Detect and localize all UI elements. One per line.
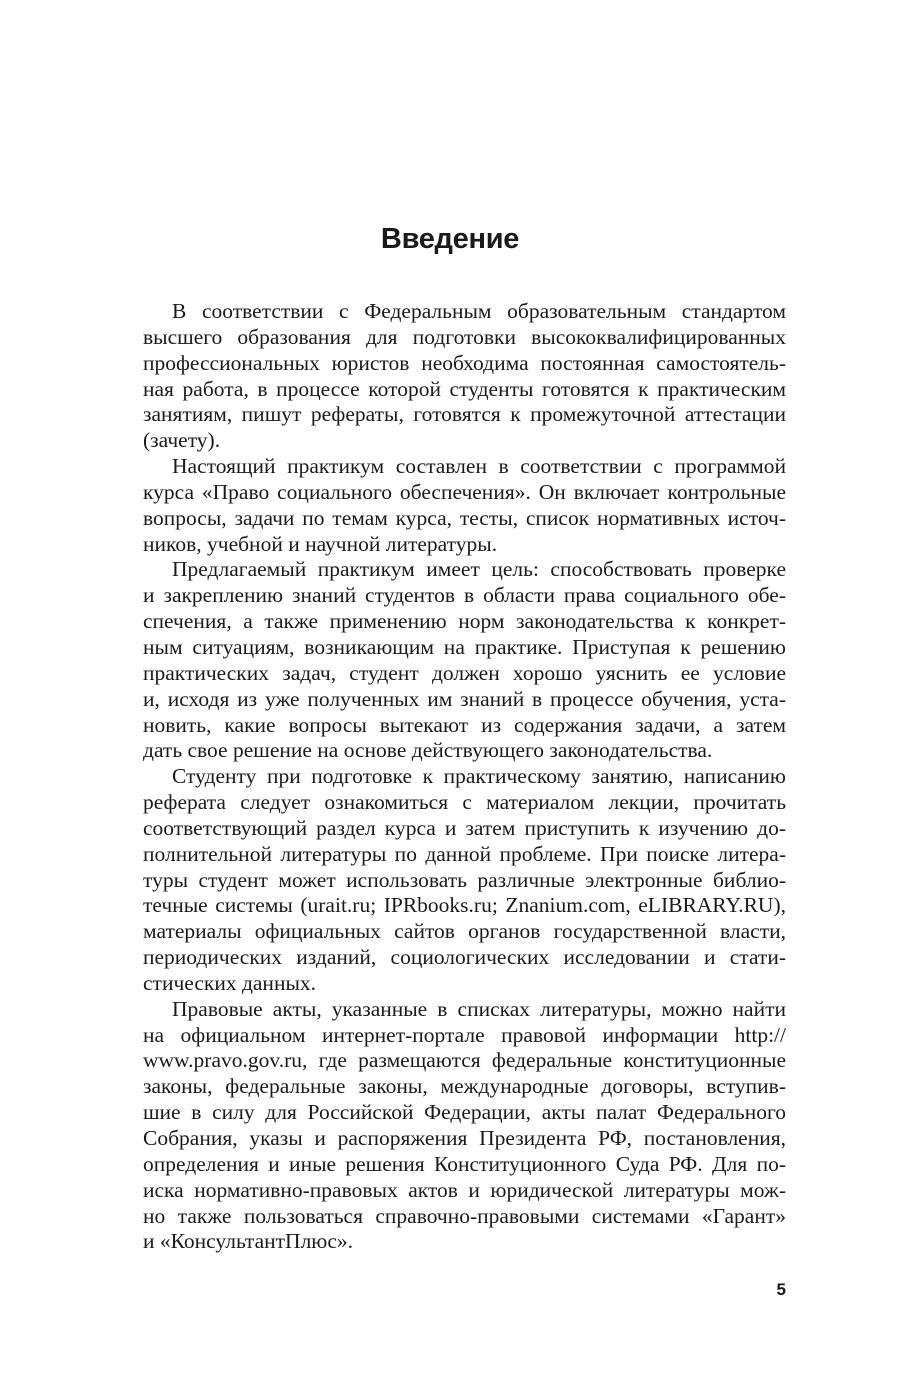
text-line: ным ситуациям, возникающим на практике. Приступая к решению [143,634,786,659]
text-line: соответствующий раздел курса и затем приступить к изучению до- [143,815,786,840]
text-line: периодических изданий, социологических исследовании и стати- [143,945,786,970]
paragraph [114,454,786,557]
text-line: Студенту при подготовке к практическому занятию, написанию [172,764,786,789]
text-line: ная работа, в процессе которой студенты готовятся к практическим [143,376,786,401]
page-number: 5 [776,1280,786,1299]
text-line: занятиям, пишут рефераты, готовятся к промежуточной аттестации [143,402,786,427]
body-text [114,299,786,1255]
text-line: иска нормативно-правовых актов и юридической литературы мож- [143,1177,786,1202]
page-title: Введение [380,223,520,255]
text-line: туры студент может использовать различные электронные библио- [143,867,786,892]
text-line: и закреплению знаний студентов в области права социального обе- [143,583,786,608]
text-line: практических задач, студент должен хорошо уяснить ее условие [143,660,786,685]
text-line: реферата следует ознакомиться с материалом лекции, прочитать [143,790,786,815]
text-line: и «КонсультантПлюс». [143,1229,354,1254]
text-line: курса «Право социального обеспечения». Он включает контрольные [143,479,786,504]
text-line: Предлагаемый практикум имеет цель: способствовать проверке [172,557,786,582]
text-line: вопросы, задачи по темам курса, тесты, список нормативных источ- [143,505,786,530]
text-line: стических данных. [143,970,317,995]
text-line: (зачету). [143,428,221,453]
text-line: но также пользоваться справочно-правовыми системами «Гарант» [143,1203,786,1228]
text-line: определения и иные решения Конституционного Суда РФ. Для по- [143,1151,786,1176]
text-line: Правовые акты, указанные в списках литературы, можно найти [172,996,786,1021]
text-line: Настоящий практикум составлен в соответствии с программой [172,454,786,479]
text-line: материалы официальных сайтов органов государственной власти, [143,919,786,944]
text-line: новить, какие вопросы вытекают из содержания задачи, а затем [143,712,786,737]
paragraph [114,997,786,1255]
paragraph [114,764,786,997]
paragraph [114,299,786,454]
text-line: Собрания, указы и распоряжения Президента РФ, постановления, [143,1126,786,1150]
text-line: на официальном интернет-портале правовой информации http:// [143,1022,786,1047]
text-line: спечения, а также применению норм законодательства к конкрет- [143,609,786,634]
paragraph [114,557,786,764]
text-line: течные системы (urait.ru; IPRbooks.ru; Znanium.com, eLIBRARY.RU), [143,893,786,918]
text-line: ников, учебной и научной литературы. [143,531,498,556]
text-line: www.pravo.gov.ru, где размещаются федеральные конституционные [143,1048,786,1073]
text-line: профессиональных юристов необходима постоянная самостоятель- [143,350,786,375]
text-line: и, исходя из уже полученных им знаний в процессе обучения, уста- [143,686,786,711]
text-line: В соответствии с Федеральным образовательным стандартом [172,299,786,323]
text-line: высшего образования для подготовки высококвалифицированных [143,324,786,349]
text-line: законы, федеральные законы, международные договоры, вступив- [143,1074,786,1099]
text-line: дать свое решение на основе действующего законодательства. [143,738,713,763]
text-line: полнительной литературы по данной проблеме. При поиске литера- [143,841,786,866]
text-line: шие в силу для Российской Федерации, акты палат Федерального [143,1100,786,1125]
